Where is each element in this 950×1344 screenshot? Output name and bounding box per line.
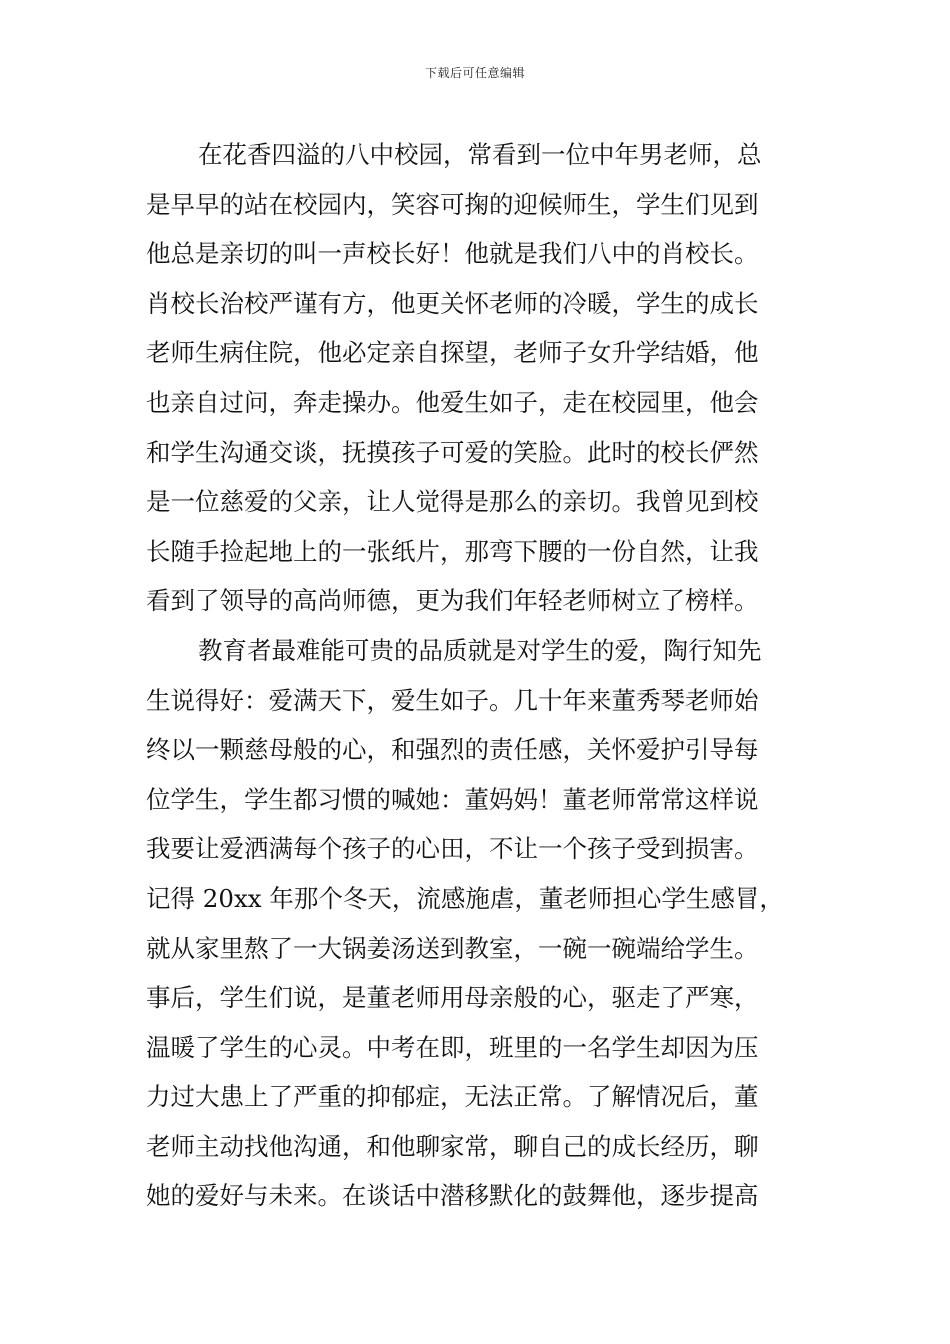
text-line: 生说得好：爱满天下，爱生如子。几十年来董秀琴老师始 <box>146 685 759 715</box>
text-line: 肖校长治校严谨有方，他更关怀老师的冷暖，学生的成长 <box>146 288 759 318</box>
document-body <box>146 130 806 1221</box>
text-line: 记得 20xx 年那个冬天，流感施虐，董老师担心学生感冒， <box>146 883 784 913</box>
text-line: 位学生，学生都习惯的喊她：董妈妈！董老师常常这样说 <box>146 784 759 814</box>
text-line: 终以一颗慈母般的心，和强烈的责任感，关怀爱护引导每 <box>146 735 759 765</box>
text-line: 看到了领导的高尚师德，更为我们年轻老师树立了榜样。 <box>146 586 759 616</box>
text-line: 他总是亲切的叫一声校长好！他就是我们八中的肖校长。 <box>146 239 759 269</box>
text-line: 老师生病住院，他必定亲自探望，老师子女升学结婚，他 <box>146 338 759 368</box>
text-line: 就从家里熬了一大锅姜汤送到教室，一碗一碗端给学生。 <box>146 933 759 963</box>
text-line: 力过大患上了严重的抑郁症，无法正常。了解情况后，董 <box>146 1082 759 1112</box>
page-header: 下载后可任意编辑 <box>424 66 525 80</box>
text-line: 温暖了学生的心灵。中考在即，班里的一名学生却因为压 <box>146 1032 759 1062</box>
text-line: 在花香四溢的八中校园，常看到一位中年男老师，总 <box>198 140 762 169</box>
text-line: 也亲自过问，奔走操办。他爱生如子，走在校园里，他会 <box>146 387 759 417</box>
text-line: 我要让爱洒满每个孩子的心田，不让一个孩子受到损害。 <box>146 834 759 864</box>
text-line: 教育者最难能可贵的品质就是对学生的爱，陶行知先 <box>198 635 762 665</box>
text-line: 事后，学生们说，是董老师用母亲般的心，驱走了严寒， <box>146 983 759 1013</box>
text-line: 是一位慈爱的父亲，让人觉得是那么的亲切。我曾见到校 <box>146 487 759 517</box>
text-line: 老师主动找他沟通，和他聊家常，聊自己的成长经历，聊 <box>146 1131 759 1161</box>
text-line: 她的爱好与未来。在谈话中潜移默化的鼓舞他，逐步提高 <box>146 1181 759 1211</box>
text-line: 是早早的站在校园内，笑容可掬的迎候师生，学生们见到 <box>146 189 759 219</box>
text-line: 和学生沟通交谈，抚摸孩子可爱的笑脸。此时的校长俨然 <box>146 437 759 467</box>
text-line: 长随手捡起地上的一张纸片，那弯下腰的一份自然，让我 <box>146 536 759 566</box>
